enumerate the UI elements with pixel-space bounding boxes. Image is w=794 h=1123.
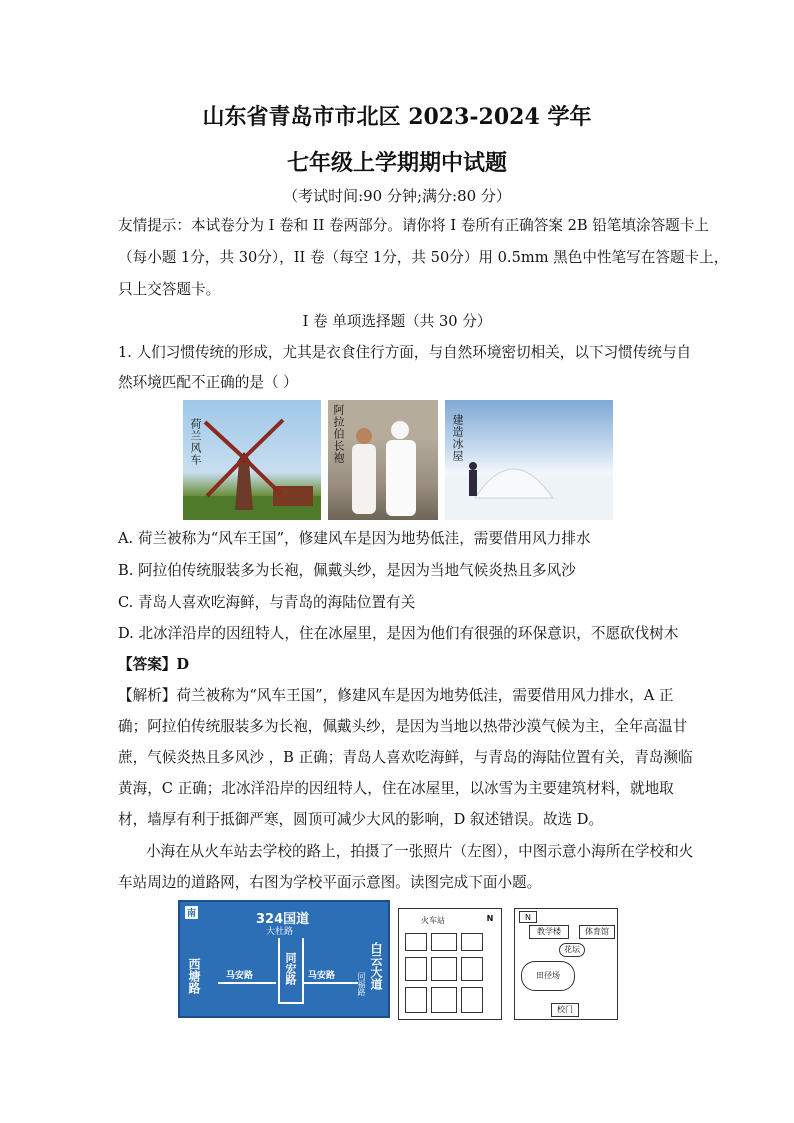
block	[405, 933, 427, 951]
center-road-label: 同宏路	[284, 952, 297, 985]
block	[461, 933, 483, 951]
section-title: I 卷 单项选择题（共 30 分）	[302, 313, 492, 330]
right-arrow-label: 马安路	[308, 971, 336, 981]
windmill-illustration	[183, 400, 321, 520]
left-arrow-label: 马安路	[226, 971, 254, 981]
block	[431, 933, 457, 951]
right-sub-label: 同福路	[357, 972, 366, 996]
photo-label: 建造冰屋	[451, 414, 464, 462]
notice-line: （每小题 1分，共 30分），II 卷（每空 1分，共 50分）用 0.5mm 黑色中性笔写在答题卡上，	[118, 249, 729, 266]
notice-line: 只上交答题卡。	[118, 281, 221, 298]
igloo-photo	[445, 400, 613, 520]
road-sign	[178, 900, 390, 1018]
question-stem: 1. 人们习惯传统的形成，尤其是衣食住行方面，与自然环境密切相关，以下习惯传统与自	[118, 344, 692, 361]
passage-line: 小海在从火车站去学校的路上，拍摄了一张照片（左图），中图示意小海所在学校和火	[146, 843, 694, 860]
analysis-line: 【解析】荷兰被称为“风车王国”，修建风车是因为地势低洼，需要借用风力排水，A 正	[118, 687, 674, 704]
south-marker: 南	[185, 906, 198, 919]
notice-line: 友情提示：本试卷分为 I 卷和 II 卷两部分。请你将 I 卷所有正确答案 2B 铅笔填涂答题卡上	[118, 217, 709, 234]
passage-line: 车站周边的道路网，右图为学校平面示意图。读图完成下面小题。	[118, 874, 542, 891]
gym: 体育馆	[579, 925, 615, 939]
exam-info: （考试时间:90 分钟;满分:80 分）	[283, 187, 511, 205]
road-network-map	[398, 908, 502, 1020]
analysis-line: 蔗，气候炎热且多风沙 ，B 正确；青岛人喜欢吃海鲜，与青岛的海陆位置有关，青岛濒临	[118, 749, 693, 766]
windmill-photo	[183, 400, 321, 520]
block	[431, 957, 457, 981]
school-gate: 校门	[551, 1003, 579, 1017]
question-stem: 然环境匹配不正确的是（ ）	[118, 374, 298, 391]
igloo-illustration	[445, 400, 613, 520]
question-photos	[183, 400, 613, 520]
top-road-label: 324国道	[256, 912, 310, 927]
sports-field: 田径场	[521, 961, 575, 991]
exam-title: 山东省青岛市市北区 2023-2024 学年	[202, 104, 592, 130]
school-plan-map	[514, 908, 618, 1020]
top-sub-label: 大杜路	[266, 927, 294, 937]
teaching-building: 教学楼	[529, 925, 569, 939]
block	[405, 957, 427, 981]
analysis-line: 材，墙厚有利于抵御严寒，圆顶可减少大风的影响，D 叙述错误。故选 D。	[118, 811, 604, 828]
right-arrow	[304, 982, 358, 984]
analysis-line: 确；阿拉伯传统服装多为长袍，佩戴头纱，是因为当地以热带沙漠气候为主，全年高温甘	[118, 718, 688, 735]
answer: 【答案】D	[118, 656, 190, 673]
block	[461, 987, 483, 1013]
exam-subtitle: 七年级上学期期中试题	[286, 150, 507, 176]
block	[431, 987, 457, 1013]
arab-robe-photo	[328, 400, 438, 520]
block	[461, 957, 483, 981]
analysis-line: 黄海，C 正确；北冰洋沿岸的因纽特人，住在冰屋里，以冰雪为主要建筑材料，就地取	[118, 780, 674, 797]
photo-label: 阿拉伯长袍	[332, 404, 345, 464]
north-arrow: N	[519, 911, 537, 923]
station-label: 火车站	[421, 916, 445, 925]
left-arrow	[218, 982, 276, 984]
north-arrow: N	[486, 914, 494, 923]
left-road-label: 西塘路	[187, 958, 201, 994]
right-road-label: 白云大道	[369, 942, 383, 990]
flower-bed: 花坛	[559, 943, 585, 957]
option-b: B. 阿拉伯传统服装多为长袍，佩戴头纱，是因为当地气候炎热且多风沙	[118, 562, 576, 579]
map-figures	[178, 900, 618, 1020]
photo-label: 荷兰风车	[189, 418, 202, 466]
option-d: D. 北冰洋沿岸的因纽特人，住在冰屋里，是因为他们有很强的环保意识，不愿砍伐树木	[118, 625, 679, 642]
option-a: A. 荷兰被称为“风车王国”，修建风车是因为地势低洼，需要借用风力排水	[118, 530, 591, 547]
block	[405, 987, 427, 1013]
option-c: C. 青岛人喜欢吃海鲜，与青岛的海陆位置有关	[118, 594, 416, 611]
